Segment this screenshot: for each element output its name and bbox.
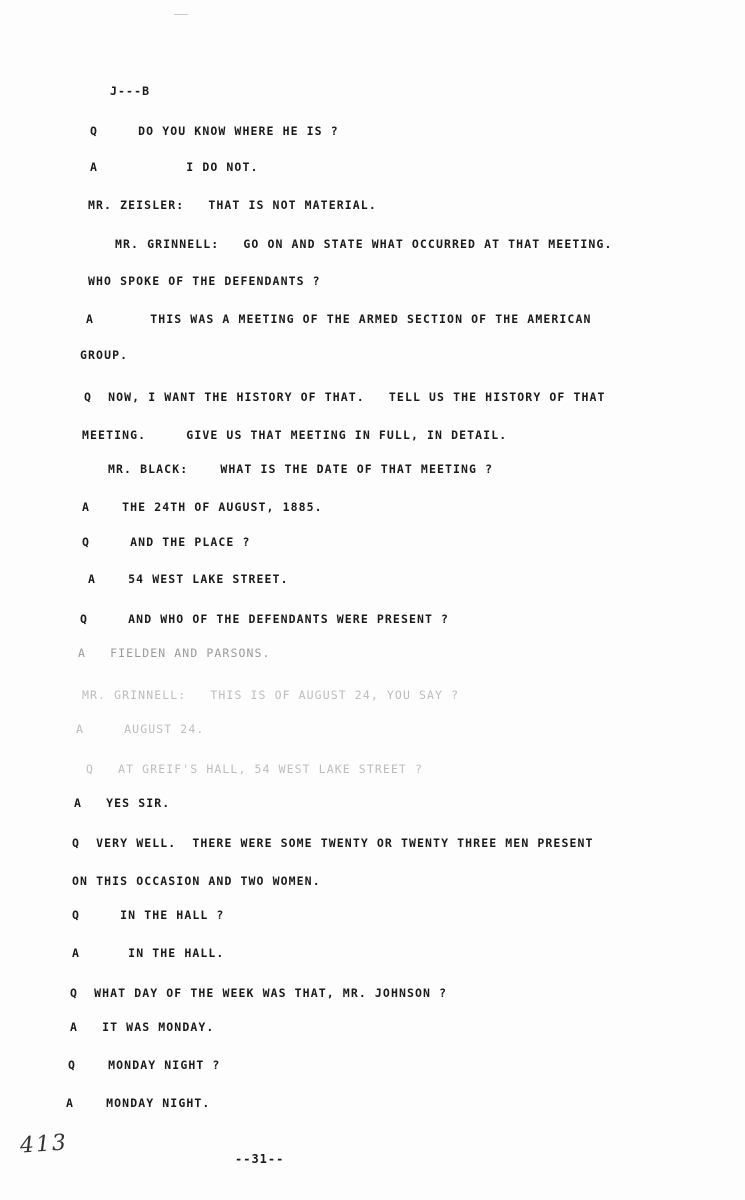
transcript-line: A IT WAS MONDAY. [70, 1020, 215, 1034]
transcript-line: Q NOW, I WANT THE HISTORY OF THAT. TELL US THE HISTORY OF THAT [84, 390, 606, 404]
transcript-line: A AUGUST 24. [76, 722, 205, 736]
transcript-line: WHO SPOKE OF THE DEFENDANTS ? [88, 274, 321, 288]
ink-smudge [174, 14, 188, 15]
handwritten-margin-note: 413 [19, 1130, 69, 1159]
transcript-line: MR. ZEISLER: THAT IS NOT MATERIAL. [88, 198, 377, 212]
transcript-line: A FIELDEN AND PARSONS. [78, 646, 271, 660]
transcript-line: MR. GRINNELL: THIS IS OF AUGUST 24, YOU SAY ? [82, 688, 460, 702]
transcript-line: Q VERY WELL. THERE WERE SOME TWENTY OR TWENTY THREE MEN PRESENT [72, 836, 594, 850]
page-header: J---B [110, 84, 151, 98]
transcript-line: MR. BLACK: WHAT IS THE DATE OF THAT MEETING ? [108, 462, 494, 476]
transcript-line: A IN THE HALL. [72, 946, 225, 960]
transcript-line: Q AND WHO OF THE DEFENDANTS WERE PRESENT ? [80, 612, 450, 626]
transcript-line: Q MONDAY NIGHT ? [68, 1058, 221, 1072]
transcript-line: A 54 WEST LAKE STREET. [88, 572, 289, 586]
transcript-line: A I DO NOT. [90, 160, 259, 174]
transcript-line: MR. GRINNELL: GO ON AND STATE WHAT OCCURRED AT THAT MEETING. [115, 237, 613, 251]
transcript-line: A THE 24TH OF AUGUST, 1885. [82, 500, 323, 514]
transcript-line: GROUP. [80, 348, 129, 362]
transcript-line: ON THIS OCCASION AND TWO WOMEN. [72, 874, 321, 888]
transcript-line: Q AND THE PLACE ? [82, 535, 251, 549]
transcript-line: A YES SIR. [74, 796, 171, 810]
transcript-line: MEETING. GIVE US THAT MEETING IN FULL, IN DETAIL. [82, 428, 508, 442]
transcript-line: Q WHAT DAY OF THE WEEK WAS THAT, MR. JOHNSON ? [70, 986, 448, 1000]
transcript-line: Q DO YOU KNOW WHERE HE IS ? [90, 124, 339, 138]
page-number: --31-- [235, 1152, 285, 1166]
transcript-line: A MONDAY NIGHT. [66, 1096, 211, 1110]
transcript-line: Q IN THE HALL ? [72, 908, 225, 922]
transcript-line: Q AT GREIF'S HALL, 54 WEST LAKE STREET ? [86, 762, 423, 776]
transcript-line: A THIS WAS A MEETING OF THE ARMED SECTION OF THE AMERICAN [86, 312, 592, 326]
